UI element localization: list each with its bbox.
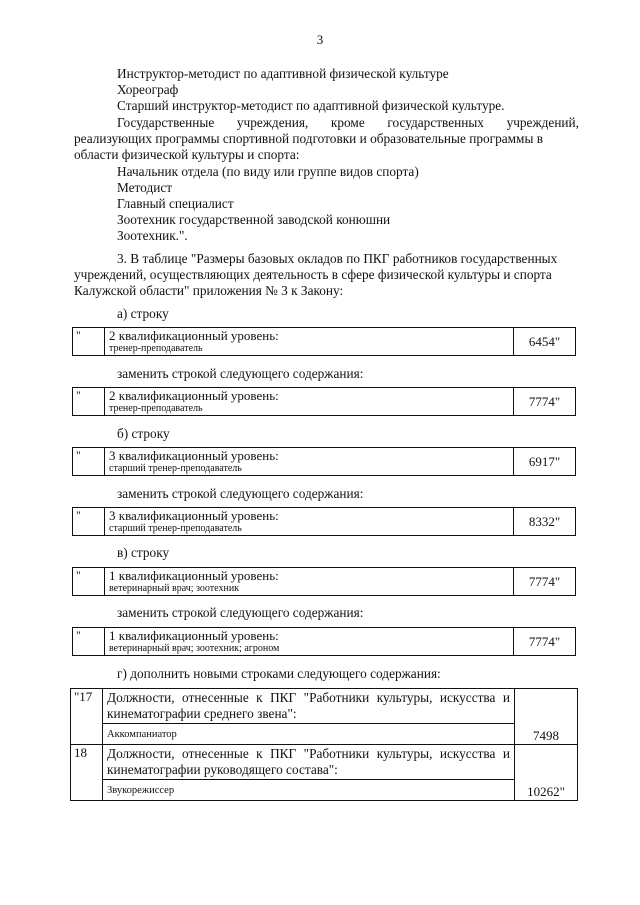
row-level: 2 квалификационный уровень: bbox=[109, 388, 279, 403]
new-row-number: "17 bbox=[71, 689, 103, 745]
row-description bbox=[105, 508, 514, 536]
row-quote: " bbox=[73, 388, 105, 416]
new-row-value: 7498 bbox=[515, 689, 578, 745]
row-value: 7774" bbox=[514, 568, 576, 596]
group-line: Начальник отдела (по виду или группе видов спорта) bbox=[117, 164, 419, 179]
item3-line2: учреждений, осуществляющих деятельность в сфере физической культуры и спорта bbox=[74, 267, 552, 282]
group-line: Зоотехник.". bbox=[117, 228, 188, 243]
row-table-a-old bbox=[72, 327, 576, 356]
intro-line: Инструктор-методист по адаптивной физической культуре bbox=[117, 66, 449, 81]
label-replace: заменить строкой следующего содержания: bbox=[117, 366, 364, 381]
row-table-v-old bbox=[72, 567, 576, 596]
new-row-position: Аккомпаниатор bbox=[103, 724, 515, 745]
new-row-title: Должности, отнесенные к ПКГ "Работники культуры, искусства и кинематографии руководящего состава": bbox=[103, 745, 515, 780]
row-level: 3 квалификационный уровень: bbox=[109, 448, 279, 463]
row-position: тренер-преподаватель bbox=[109, 403, 203, 414]
group-heading-line1 bbox=[117, 115, 579, 131]
new-row-number: 18 bbox=[71, 745, 103, 801]
row-quote: " bbox=[73, 328, 105, 356]
new-row-title: Должности, отнесенные к ПКГ "Работники культуры, искусства и кинематографии среднего звена": bbox=[103, 689, 515, 724]
label-replace: заменить строкой следующего содержания: bbox=[117, 486, 364, 501]
row-description bbox=[105, 568, 514, 596]
row-position: старший тренер-преподаватель bbox=[109, 463, 242, 474]
group-line: Методист bbox=[117, 180, 173, 195]
heading-word: Государственные bbox=[117, 115, 215, 130]
item3-line3: Калужской области" приложения № 3 к Закону: bbox=[74, 283, 344, 298]
group-line: Главный специалист bbox=[117, 196, 234, 211]
heading-word: государственных bbox=[387, 115, 484, 130]
new-row-value: 10262" bbox=[515, 745, 578, 801]
group-heading-line2: реализующих программы спортивной подготовки и образовательные программы в bbox=[74, 131, 543, 146]
row-level: 1 квалификационный уровень: bbox=[109, 568, 279, 583]
group-heading-line3: области физической культуры и спорта: bbox=[74, 147, 300, 162]
row-value: 6917" bbox=[514, 448, 576, 476]
row-quote: " bbox=[73, 628, 105, 656]
row-description bbox=[105, 448, 514, 476]
row-level: 1 квалификационный уровень: bbox=[109, 628, 279, 643]
new-rows-table bbox=[70, 688, 578, 801]
label-v: в) строку bbox=[117, 545, 170, 560]
label-replace: заменить строкой следующего содержания: bbox=[117, 605, 364, 620]
row-level: 2 квалификационный уровень: bbox=[109, 328, 279, 343]
intro-line: Старший инструктор-методист по адаптивной физической культуре. bbox=[117, 98, 505, 113]
new-row-position: Звукорежиссер bbox=[103, 780, 515, 801]
row-position: ветеринарный врач; зоотехник bbox=[109, 583, 240, 594]
label-g: г) дополнить новыми строками следующего содержания: bbox=[117, 666, 441, 681]
row-description bbox=[105, 328, 514, 356]
row-position: ветеринарный врач; зоотехник; агроном bbox=[109, 643, 280, 654]
row-description bbox=[105, 388, 514, 416]
intro-line: Хореограф bbox=[117, 82, 179, 97]
row-table-b-old bbox=[72, 447, 576, 476]
heading-word: учреждений, bbox=[506, 115, 579, 130]
row-description bbox=[105, 628, 514, 656]
heading-word: учреждения, bbox=[236, 115, 309, 130]
item3-line1: 3. В таблице "Размеры базовых окладов по ПКГ работников государственных bbox=[117, 251, 558, 266]
row-position: тренер-преподаватель bbox=[109, 343, 203, 354]
row-value: 7774" bbox=[514, 388, 576, 416]
row-table-v-new bbox=[72, 627, 576, 656]
row-table-a-new bbox=[72, 387, 576, 416]
page-number: 3 bbox=[316, 32, 324, 47]
row-value: 7774" bbox=[514, 628, 576, 656]
row-level: 3 квалификационный уровень: bbox=[109, 508, 279, 523]
row-value: 6454" bbox=[514, 328, 576, 356]
row-value: 8332" bbox=[514, 508, 576, 536]
group-line: Зоотехник государственной заводской конюшни bbox=[117, 212, 391, 227]
row-quote: " bbox=[73, 448, 105, 476]
row-quote: " bbox=[73, 568, 105, 596]
row-quote: " bbox=[73, 508, 105, 536]
label-a: а) строку bbox=[117, 306, 169, 321]
row-table-b-new bbox=[72, 507, 576, 536]
heading-word: кроме bbox=[330, 115, 365, 130]
label-b: б) строку bbox=[117, 426, 170, 441]
row-position: старший тренер-преподаватель bbox=[109, 523, 242, 534]
